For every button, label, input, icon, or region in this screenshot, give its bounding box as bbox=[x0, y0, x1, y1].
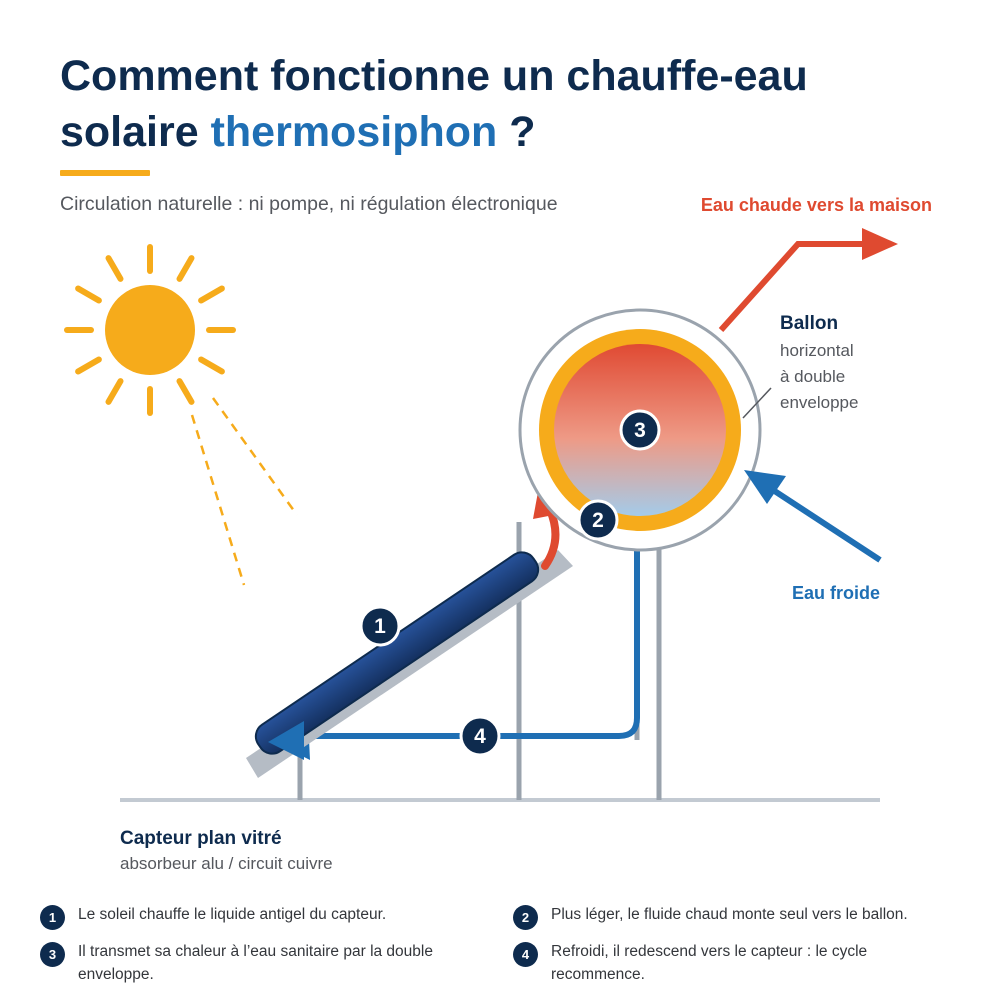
legend-badge: 1 bbox=[40, 905, 65, 930]
tank-desc-2: à double bbox=[780, 367, 846, 386]
badge-4 bbox=[461, 717, 499, 755]
hot-water-arrowhead bbox=[862, 228, 898, 260]
legend-text: Il transmet sa chaleur à l’eau sanitaire par la double enveloppe. bbox=[78, 943, 433, 983]
hot-water-label: Eau chaude vers la maison bbox=[700, 195, 932, 215]
title-line-1: Comment fonctionne un chauffe-eau bbox=[60, 52, 808, 100]
legend-badge: 3 bbox=[40, 942, 65, 967]
legend-badge: 2 bbox=[513, 905, 538, 930]
legend-item bbox=[513, 903, 953, 930]
badge-3 bbox=[621, 411, 659, 449]
badge-3-label: 3 bbox=[634, 419, 646, 442]
badge-1-label: 1 bbox=[374, 615, 386, 638]
collector-desc: absorbeur alu / circuit cuivre bbox=[120, 854, 333, 873]
subtitle: Circulation naturelle : ni pompe, ni régulation électronique bbox=[60, 193, 558, 215]
support-posts bbox=[300, 522, 659, 800]
cold-water-label: Eau froide bbox=[791, 583, 880, 603]
legend bbox=[40, 900, 970, 995]
badge-4-label: 4 bbox=[474, 725, 486, 748]
badge-1 bbox=[361, 607, 399, 645]
title-line-2-plain: solaire bbox=[60, 108, 199, 156]
legend-item bbox=[40, 903, 480, 930]
legend-text: Le soleil chauffe le liquide antigel du capteur. bbox=[78, 906, 387, 923]
title-highlight: thermosiphon bbox=[210, 108, 498, 156]
sun-icon bbox=[67, 247, 233, 413]
badge-2-label: 2 bbox=[592, 509, 604, 532]
tank-desc-3: enveloppe bbox=[780, 393, 859, 412]
legend-item bbox=[40, 940, 480, 986]
legend-text: Plus léger, le fluide chaud monte seul vers le ballon. bbox=[551, 906, 908, 923]
tank-desc-1: horizontal bbox=[780, 341, 854, 360]
legend-item bbox=[513, 940, 953, 986]
badge-2 bbox=[579, 501, 617, 539]
cold-water-arrowhead bbox=[744, 470, 786, 504]
cold-water-arrow-icon bbox=[770, 488, 880, 560]
title-question-mark: ? bbox=[509, 108, 536, 156]
sun-rays-dashed bbox=[192, 398, 297, 585]
tank-title: Ballon bbox=[780, 313, 839, 334]
rising-flow-arrow-icon bbox=[545, 510, 555, 566]
legend-badge: 4 bbox=[513, 942, 538, 967]
legend-text: Refroidi, il redescend vers le capteur : le cycle recommence. bbox=[551, 943, 868, 983]
collector-title: Capteur plan vitré bbox=[120, 828, 282, 849]
